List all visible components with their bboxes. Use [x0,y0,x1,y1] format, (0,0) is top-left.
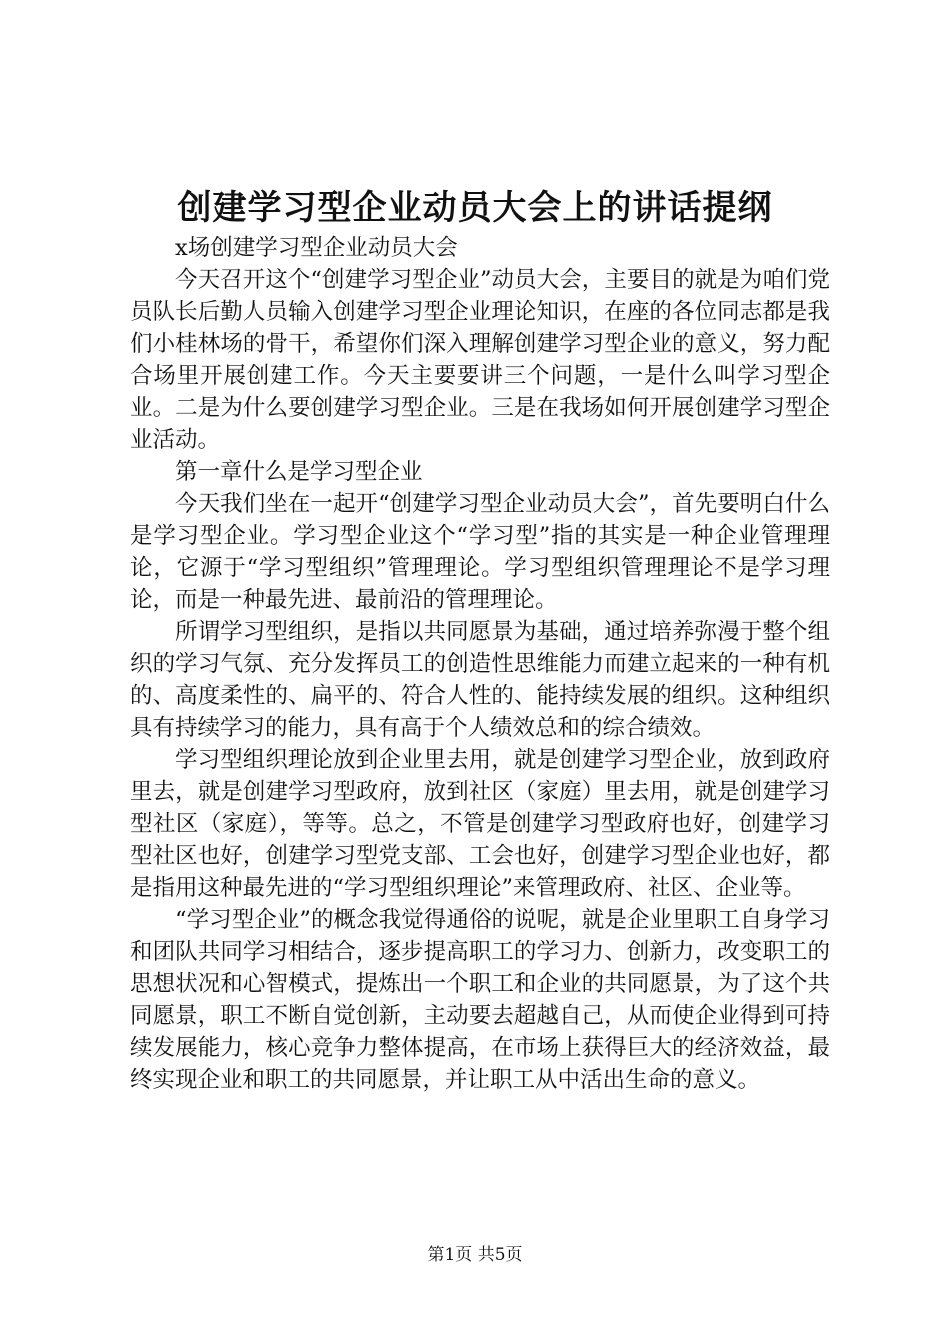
paragraph-chapter-heading: 第一章什么是学习型企业 [175,459,423,485]
page-indicator: 第1页 共5页 [427,1245,523,1265]
paragraph-concept: “学习型企业”的概念我觉得通俗的说呢，就是企业里职工自身学习和团队共同学习相结合，逐步提高职工的学习力、创新力，改变职工的思想状况和心智模式，提炼出一个职工和企业的共同愿景，为了这个共同愿景，职工不断自觉创新，主动要去超越自己，从而使企业得到可持续发展能力，核心竞争力整体提高，在市场上获得巨大的经济效益，最终实现企业和职工的共同愿景，并让职工从中活出生命的意义。 [130,907,830,1093]
document-body [130,232,830,1096]
paragraph-learning-organization: 所谓学习型组织，是指以共同愿景为基础，通过培养弥漫于整个组织的学习气氛、充分发挥员工的创造性思维能力而建立起来的一种有机的、高度柔性的、扁平的、符合人性的、能持续发展的组织。这种组织具有持续学习的能力，具有高于个人绩效总和的综合绩效。 [130,619,830,741]
paragraph-subtitle: x场创建学习型企业动员大会 [175,235,458,261]
paragraph-definition: 今天我们坐在一起开“创建学习型企业动员大会”，首先要明白什么是学习型企业。学习型企业这个“学习型”指的其实是一种企业管理理论，它源于“学习型组织”管理理论。学习型组织管理理论不是学习理论，而是一种最先进、最前沿的管理理论。 [130,491,830,613]
paragraph-intro: 今天召开这个“创建学习型企业”动员大会，主要目的就是为咱们党员队长后勤人员输入创建学习型企业理论知识，在座的各位同志都是我们小桂林场的骨干，希望你们深入理解创建学习型企业的意义，努力配合场里开展创建工作。今天主要要讲三个问题，一是什么叫学习型企业。二是为什么要创建学习型企业。三是在我场如何开展创建学习型企业活动。 [130,267,830,453]
document-title: 创建学习型企业动员大会上的讲话提纲 [177,188,773,228]
paragraph-application: 学习型组织理论放到企业里去用，就是创建学习型企业，放到政府里去，就是创建学习型政府，放到社区（家庭）里去用，就是创建学习型社区（家庭），等等。总之，不管是创建学习型政府也好，创建学习型社区也好，创建学习型党支部、工会也好，创建学习型企业也好，都是指用这种最先进的“学习型组织理论”来管理政府、社区、企业等。 [130,747,830,901]
